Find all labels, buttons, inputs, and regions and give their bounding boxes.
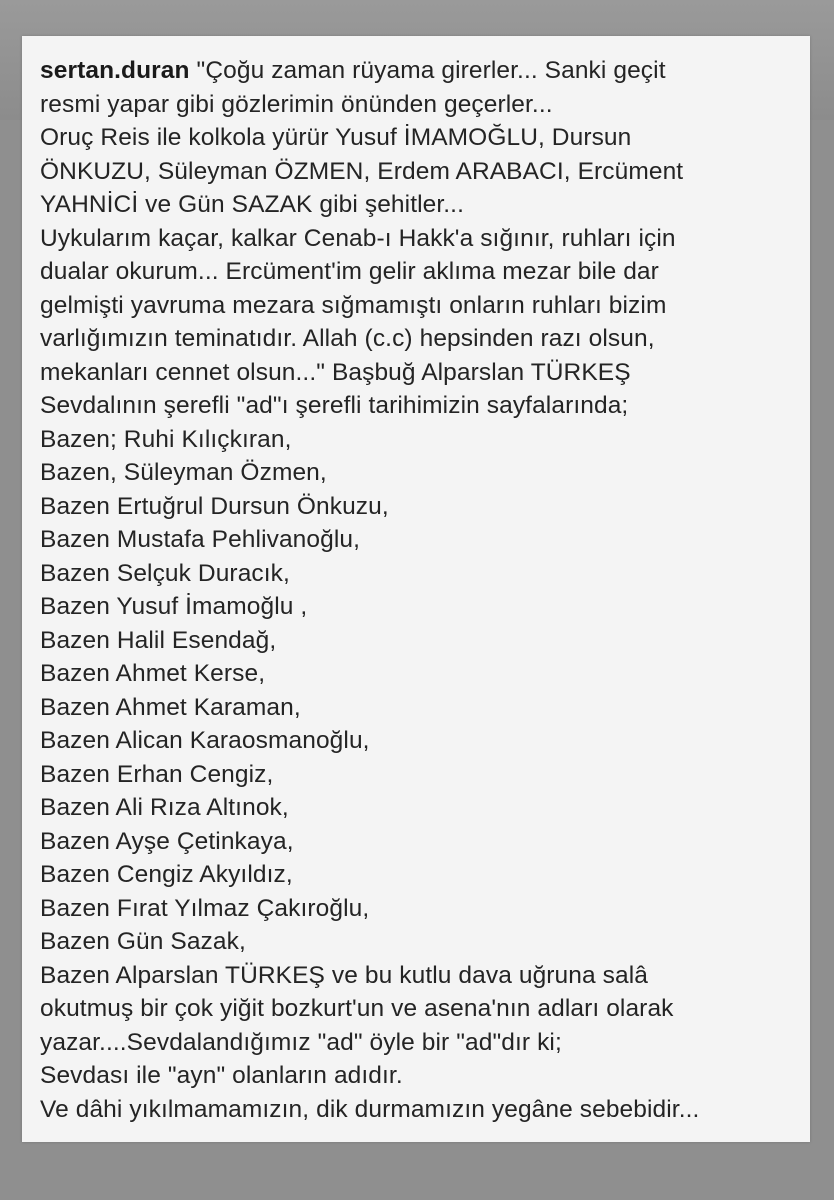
caption-line: varlığımızın teminatıdır. Allah (c.c) hepsinden razı olsun, [40, 325, 655, 352]
caption-line: Bazen Ertuğrul Dursun Önkuzu, [40, 492, 389, 520]
caption-text: "Çoğu zaman rüyama girerler... Sanki geçit [196, 57, 666, 84]
caption-line: Oruç Reis ile kolkola yürür Yusuf İMAMOĞLU, Dursun [40, 124, 632, 151]
caption-line: Sevdalının şerefli "ad"ı şerefli tarihimizin sayfalarında; [40, 392, 629, 419]
caption-card [22, 36, 810, 1142]
caption-line-first [40, 54, 800, 88]
caption-line: Bazen Halil Esendağ, [40, 626, 277, 654]
caption-content [40, 54, 800, 1126]
caption-line: Uykularım kaçar, kalkar Cenab-ı Hakk'a sığınır, ruhları için [40, 224, 676, 252]
caption-line: Bazen, Süleyman Özmen, [40, 459, 327, 486]
caption-line: resmi yapar gibi gözlerimin önünden geçerler... [40, 90, 553, 118]
username-link[interactable]: sertan.duran [40, 57, 190, 84]
caption-line: Bazen Gün Sazak, [40, 928, 246, 955]
caption-line: gelmişti yavruma mezara sığmamıştı onların ruhları bizim [40, 291, 667, 319]
caption-line: Bazen Alican Karaosmanoğlu, [40, 727, 370, 754]
caption-line: YAHNİCİ ve Gün SAZAK gibi şehitler... [40, 191, 464, 218]
caption-line: Bazen Ali Rıza Altınok, [40, 794, 289, 821]
caption-line: Bazen Mustafa Pehlivanoğlu, [40, 526, 361, 553]
caption-line: ÖNKUZU, Süleyman ÖZMEN, Erdem ARABACI, Ercüment [40, 157, 684, 185]
caption-line: mekanları cennet olsun..." Başbuğ Alparslan TÜRKEŞ [40, 358, 631, 386]
caption-line: Sevdası ile "ayn" olanların adıdır. [40, 1062, 403, 1089]
caption-line: Bazen Ahmet Karaman, [40, 693, 301, 721]
caption-line: Ve dâhi yıkılmamamızın, dik durmamızın yegâne sebebidir... [40, 1095, 700, 1123]
caption-line: yazar....Sevdalandığımız "ad" öyle bir "ad"dır ki; [40, 1028, 562, 1056]
caption-line: Bazen Alparslan TÜRKEŞ ve bu kutlu dava uğruna salâ [40, 961, 648, 989]
caption-line: Bazen; Ruhi Kılıçkıran, [40, 425, 292, 453]
caption-line: Bazen Erhan Cengiz, [40, 760, 274, 788]
caption-line: Bazen Fırat Yılmaz Çakıroğlu, [40, 894, 370, 922]
caption-line: Bazen Ayşe Çetinkaya, [40, 827, 294, 855]
caption-line: okutmuş bir çok yiğit bozkurt'un ve asena'nın adları olarak [40, 995, 674, 1022]
caption-line: dualar okurum... Ercüment'im gelir aklıma mezar bile dar [40, 258, 659, 285]
caption-line: Bazen Ahmet Kerse, [40, 660, 266, 687]
caption-line: Bazen Cengiz Akyıldız, [40, 861, 293, 888]
caption-line: Bazen Yusuf İmamoğlu , [40, 593, 308, 620]
caption-line: Bazen Selçuk Duracık, [40, 559, 290, 587]
